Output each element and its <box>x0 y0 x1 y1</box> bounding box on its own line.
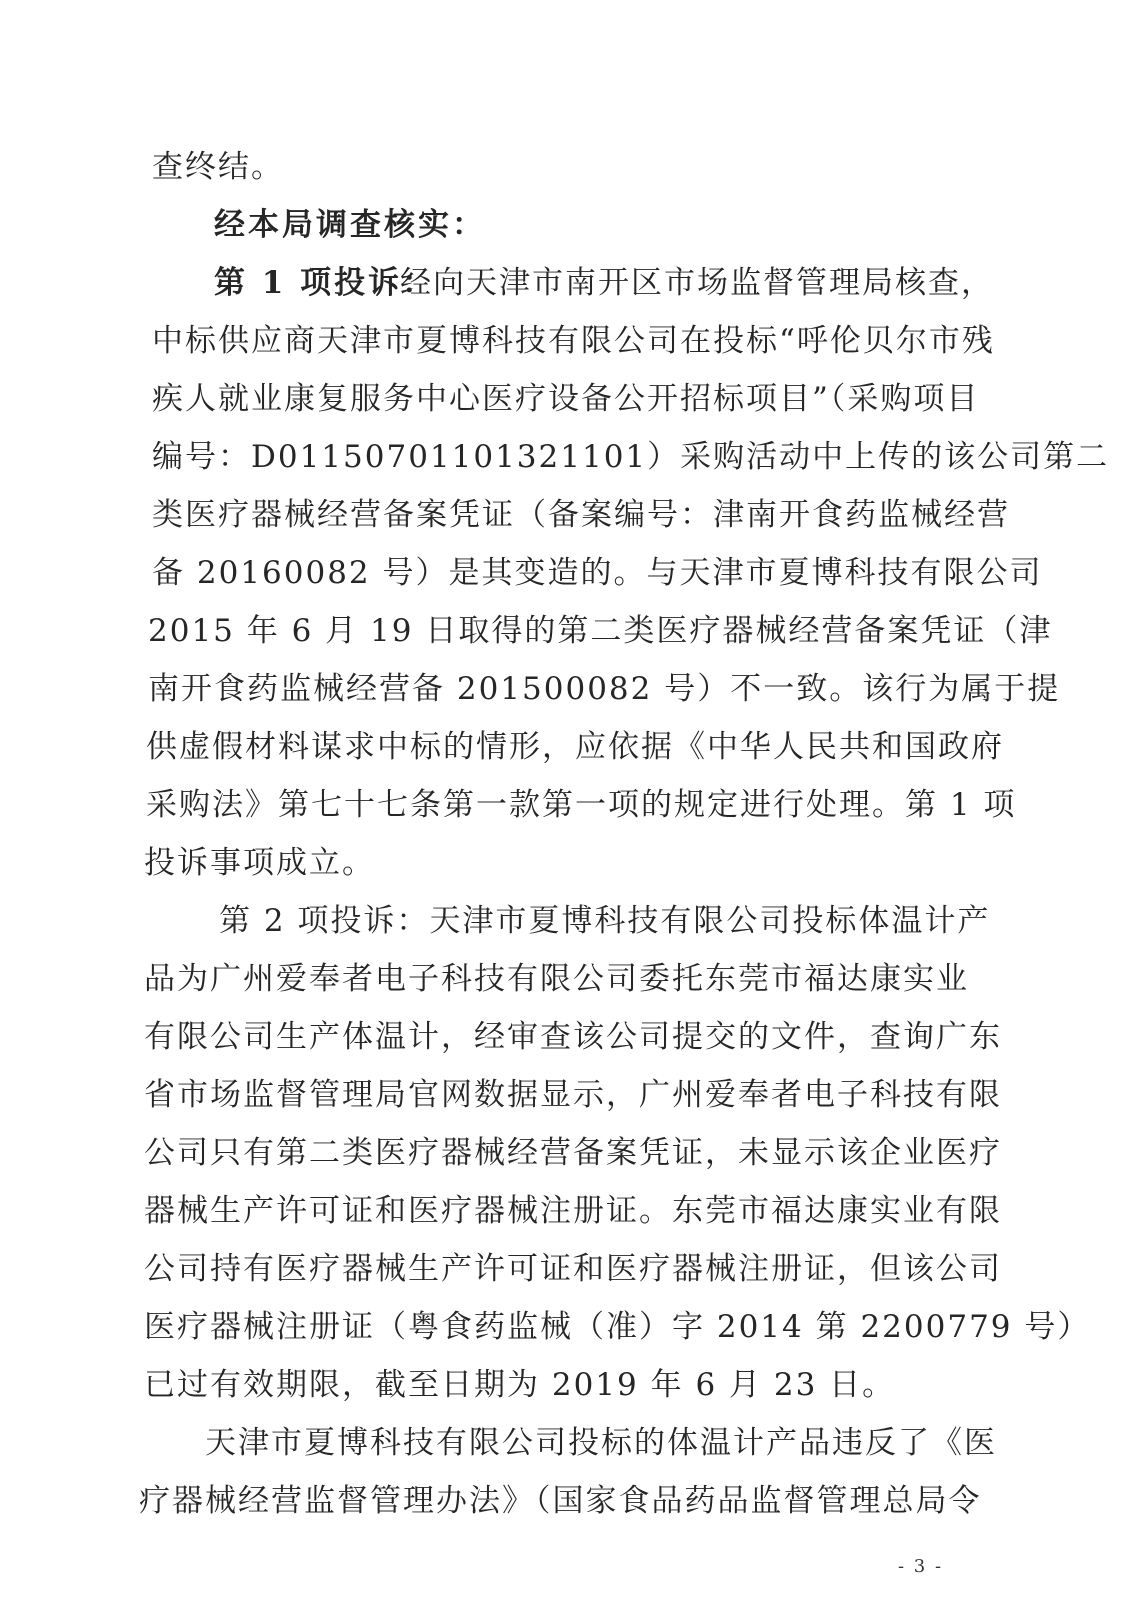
text-line-17: 省市场监督管理局官网数据显示，广州爱奉者电子科技有限 <box>144 1077 1002 1113</box>
text-line-22: 已过有效期限，截至日期为 2019 年 6 月 23 日。 <box>144 1367 896 1403</box>
text-line-19: 器械生产许可证和医疗器械注册证。东莞市福达康实业有限 <box>144 1193 1002 1229</box>
text-line-24: 疗器械经营监督管理办法》（国家食品药品监督管理总局令 <box>139 1483 982 1519</box>
text-line-16: 有限公司生产体温计，经审查该公司提交的文件，查询广东 <box>144 1019 1002 1055</box>
page-number: - 3 - <box>898 1556 944 1577</box>
text-line-20: 公司持有医疗器械生产许可证和医疗器械注册证，但该公司 <box>144 1251 1002 1287</box>
text-line-8: 备 20160082 号）是其变造的。与天津市夏博科技有限公司 <box>152 555 1043 591</box>
text-line-23: 天津市夏博科技有限公司投标的体温计产品违反了《医 <box>205 1425 997 1461</box>
text-line-6: 编号：D0115070110132​1101）采购活动中上传的该公司第二 <box>152 439 1110 475</box>
text-line-3: 经向天津市南开区市场监督管理局核查， <box>400 265 994 301</box>
text-line-9: 2015 年 6 月 19 日取得的第二类医疗器械经营备案凭证（津 <box>148 613 1053 649</box>
complaint-2-first-line: 第 2 项投诉：天津市夏博科技有限公司投标体温计产 <box>219 903 991 939</box>
text-line-12: 采购法》第七十七条第一款第一项的规定进行处理。第 1 项 <box>146 787 1017 823</box>
text-line-11: 供虚假材料谋求中标的情形，应依据《中华人民共和国政府 <box>146 729 1004 765</box>
text-line-10: 南开食药监械经营备 201500082 号）不一致。该行为属于提 <box>148 671 1061 707</box>
text-line-13: 投诉事项成立。 <box>144 845 375 881</box>
text-line-15: 品为广州爱奉者电子科技有限公司委托东莞市福达康实业 <box>144 961 969 997</box>
complaint-1-label: 第 1 项投诉： <box>214 265 437 301</box>
section-heading: 经本局调查核实： <box>214 207 486 243</box>
text-line-4: 中标供应商天津市夏博科技有限公司在投标“呼伦贝尔市残 <box>152 323 995 359</box>
text-line-1: 查终结。 <box>152 149 284 185</box>
text-line-7: 类医疗器械经营备案凭证（备案编号：津南开食药监械经营 <box>152 497 1010 533</box>
text-line-5: 疾人就业康复服务中心医疗设备公开招标项目”（采购项目 <box>152 381 980 417</box>
text-line-21: 医疗器械注册证（粤食药监械（准）字 2014 第 2200779 号） <box>144 1309 1091 1345</box>
text-line-18: 公司只有第二类医疗器械经营备案凭证，未显示该企业医疗 <box>144 1135 1002 1171</box>
